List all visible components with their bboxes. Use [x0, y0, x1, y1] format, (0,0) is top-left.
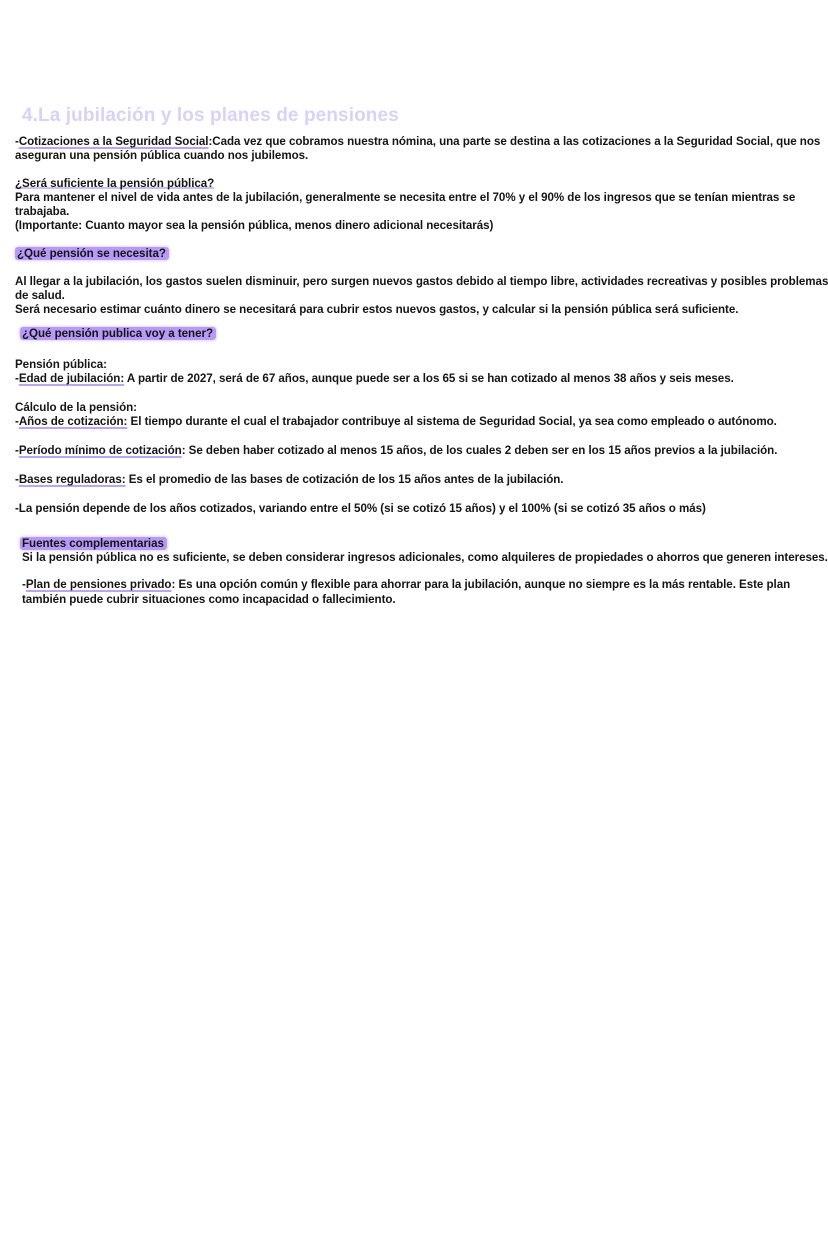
- edad-term: Edad de jubilación:: [18, 372, 125, 385]
- plan-text: : Es una opción común y flexible para ahorrar para la jubilación, aunque no siempre es la más rentable. Este plan: [171, 578, 791, 591]
- cotizaciones-text: :Cada vez que cobramos nuestra nómina, una parte se destina a las cotizaciones a la Seguridad Social, que nos: [208, 135, 821, 148]
- cotizaciones-line-1: [15, 135, 820, 149]
- bases-term: Bases reguladoras:: [18, 473, 126, 486]
- plan-line-2: también puede cubrir situaciones como incapacidad o fallecimiento.: [22, 593, 396, 606]
- fuentes-heading-text: Fuentes complementarias: [20, 537, 167, 550]
- page-title: 4.La jubilación y los planes de pensiones: [22, 105, 399, 126]
- dash: -: [15, 372, 19, 385]
- suficiente-heading: [15, 177, 214, 191]
- dash: -: [15, 415, 19, 428]
- necesita-heading-text: ¿Qué pensión se necesita?: [15, 247, 169, 260]
- anos-text: El tiempo durante el cual el trabajador contribuye al sistema de Seguridad Social, ya sea como empleado o autónomo.: [127, 415, 777, 428]
- fuentes-line-1: Si la pensión pública no es suficiente, se deben considerar ingresos adicionales, como alquileres de propiedades o ahorros que generen intereses.: [22, 551, 828, 564]
- periodo-term: Período mínimo de cotización: [18, 444, 182, 457]
- depende-line: -La pensión depende de los años cotizados, variando entre el 50% (si se cotizó 15 años) y el 100% (si se cotizó 35 años o más): [15, 502, 706, 515]
- dash: -: [22, 578, 26, 591]
- tener-heading: [20, 327, 216, 341]
- tener-heading-text: ¿Qué pensión publica voy a tener?: [20, 327, 216, 340]
- edad-text: A partir de 2027, será de 67 años, aunque puede ser a los 65 si se han cotizado al menos 38 años y seis meses.: [124, 372, 734, 385]
- dash: -: [15, 444, 19, 457]
- calculo-label: Cálculo de la pensión:: [15, 401, 137, 414]
- bases-text: Es el promedio de las bases de cotización de los 15 años antes de la jubilación.: [125, 473, 564, 486]
- anos-line: [15, 415, 777, 429]
- suficiente-heading-text: ¿Será suficiente la pensión pública?: [15, 177, 215, 190]
- bases-line: [15, 473, 563, 487]
- dash: -: [15, 473, 19, 486]
- suficiente-line-3: (Importante: Cuanto mayor sea la pensión pública, menos dinero adicional necesitarás): [15, 219, 494, 232]
- edad-line: [15, 372, 734, 386]
- periodo-line: [15, 444, 777, 458]
- periodo-text: : Se deben haber cotizado al menos 15 años, de los cuales 2 deben ser en los 15 años previos a la jubilación.: [181, 444, 778, 457]
- cotizaciones-term: Cotizaciones a la Seguridad Social: [18, 135, 209, 148]
- pension-publica-label: Pensión pública:: [15, 358, 107, 371]
- suficiente-line-1: Para mantener el nivel de vida antes de la jubilación, generalmente se necesita entre el 70% y el 90% de los ingresos que se tenían mientras se: [15, 191, 796, 204]
- fuentes-heading: [20, 537, 167, 551]
- suficiente-line-2: trabajaba.: [15, 205, 70, 218]
- necesita-line-2: de salud.: [15, 289, 65, 302]
- anos-term: Años de cotización:: [18, 415, 128, 428]
- plan-line-1: [22, 578, 790, 592]
- dash: -: [15, 135, 19, 148]
- necesita-heading: [15, 247, 169, 261]
- necesita-line-3: Será necesario estimar cuánto dinero se necesitará para cubrir estos nuevos gastos, y calcular si la pensión pública será suficiente.: [15, 303, 739, 316]
- cotizaciones-line-2: aseguran una pensión pública cuando nos jubilemos.: [15, 149, 309, 162]
- necesita-line-1: Al llegar a la jubilación, los gastos suelen disminuir, pero surgen nuevos gastos debido al tiempo libre, actividades recreativas y posibles problemas: [15, 275, 828, 288]
- plan-term: Plan de pensiones privado: [25, 578, 172, 591]
